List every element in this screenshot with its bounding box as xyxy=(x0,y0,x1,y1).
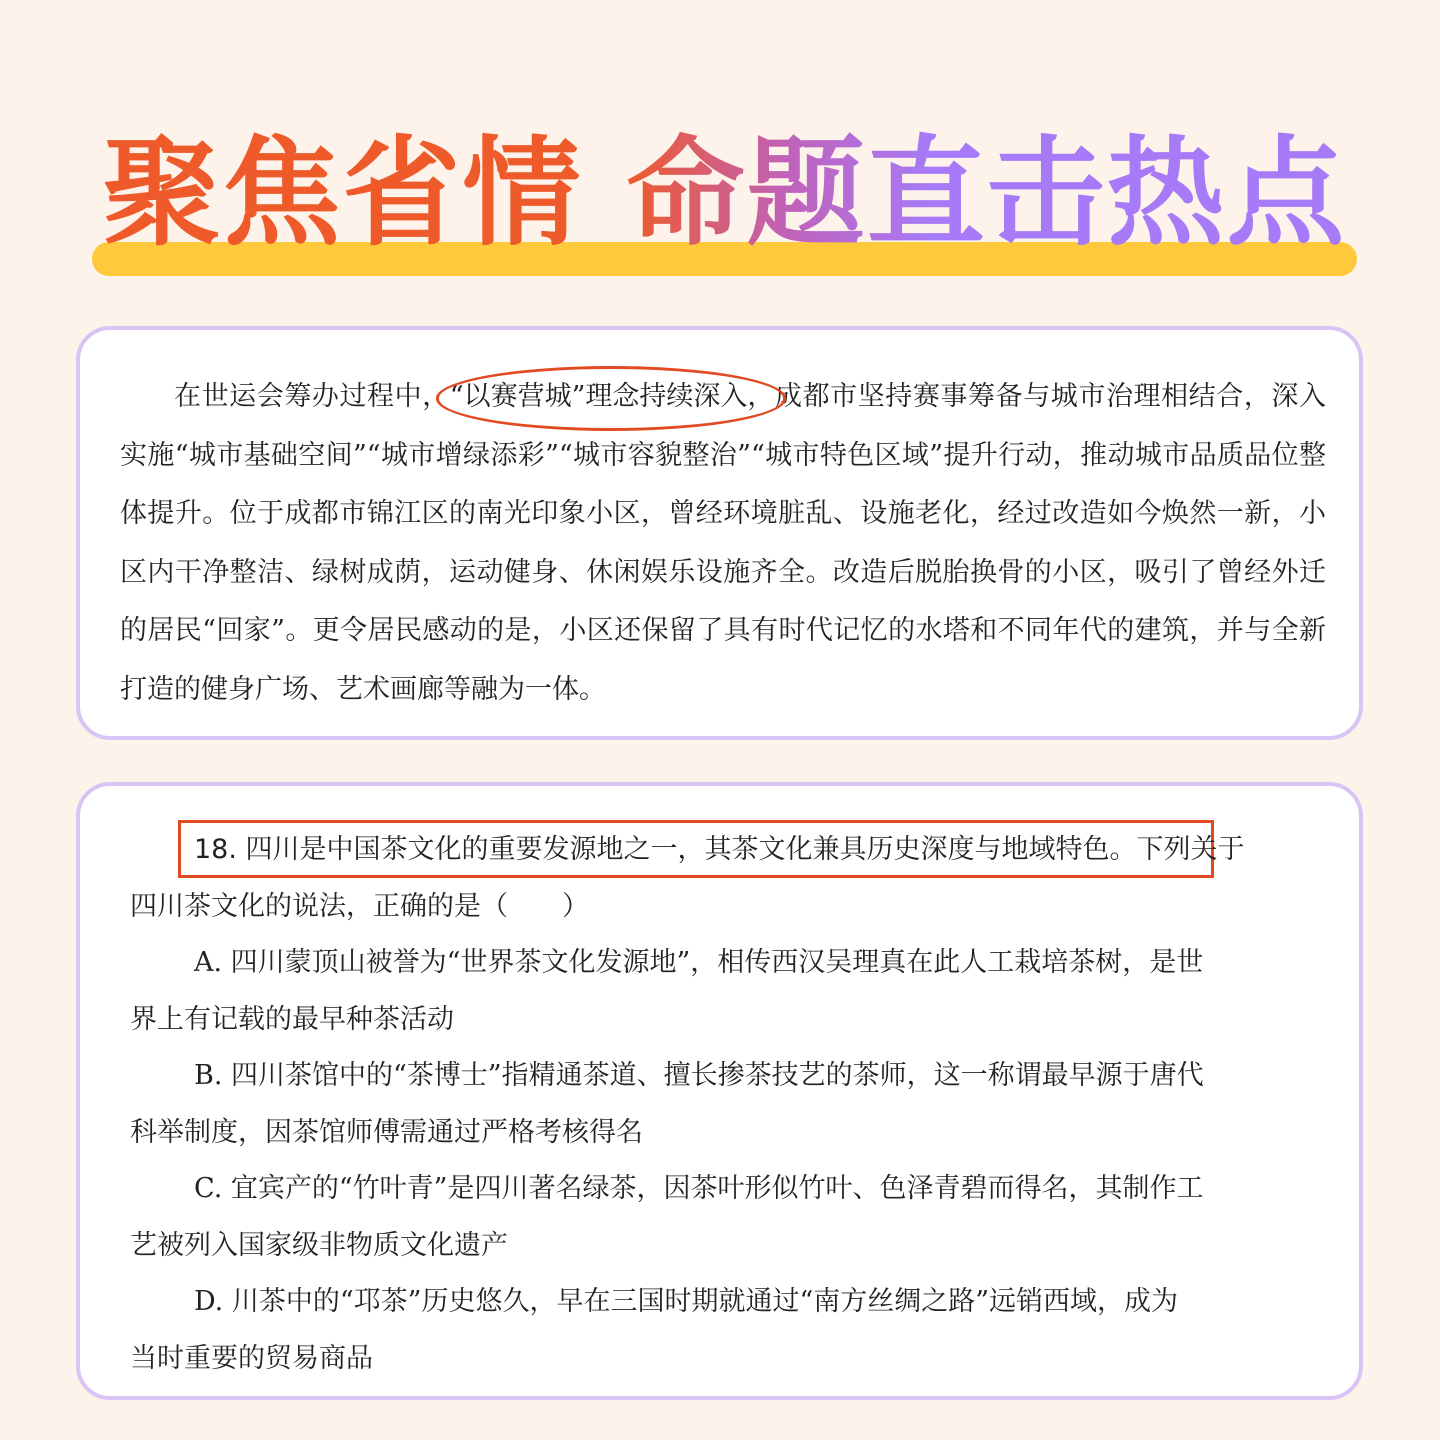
question-number: 18. xyxy=(194,834,237,865)
passage-highlight-circled: “以赛营城”理念持续深入， xyxy=(450,368,775,427)
passage-after: 成都市坚持赛事筹备与城市治理相结合，深入实施“城市基础空间”“城市增绿添彩”“城市容貌整治”“城市特色区域”提升行动，推动城市品质品位整体提升。位于成都市锦江区的南光印象小区，曾经环境脏乱、设施老化，经过改造如今焕然一新，小区内干净整洁、绿树成荫，运动健身、休闲娱乐设施齐全。改造后脱胎换骨的小区，吸引了曾经外迁的居民“回家”。更令居民感动的是，小区还保留了具有时代记忆的水塔和不同年代的建筑，并与全新打造的健身广场、艺术画廊等融为一体。 xyxy=(120,381,1326,705)
page-title xyxy=(92,118,1357,268)
option-d-line2[interactable]: 当时重要的贸易商品 xyxy=(130,1342,373,1374)
option-c-line1[interactable]: C. 宜宾产的“竹叶青”是四川著名绿茶，因茶叶形似竹叶、色泽青碧而得名，其制作工 xyxy=(194,1173,1204,1204)
option-b-line2[interactable]: 科举制度，因茶馆师傅需通过严格考核得名 xyxy=(130,1116,643,1148)
question-stem-highlight: 四川是中国茶文化的重要发源地之一，其茶文化兼具历史深度与地域特色。 xyxy=(245,834,1137,865)
passage-card xyxy=(76,326,1363,740)
title-area xyxy=(92,118,1357,278)
question-block xyxy=(130,822,1320,1387)
option-d-line1[interactable]: D. 川茶中的“邛茶”历史悠久，早在三国时期就通过“南方丝绸之路”远销西域，成为 xyxy=(194,1286,1179,1317)
passage-text xyxy=(120,368,1326,719)
question-card xyxy=(76,782,1363,1400)
question-stem-line1 xyxy=(130,822,1320,879)
passage-before: 在世运会筹办过程中， xyxy=(174,381,450,412)
option-a-line2[interactable]: 界上有记载的最早种茶活动 xyxy=(130,1003,454,1035)
option-c-line2[interactable]: 艺被列入国家级非物质文化遗产 xyxy=(130,1229,508,1261)
title-part-2: 命题直击热点 xyxy=(627,118,1347,268)
question-stem-line2: 四川茶文化的说法，正确的是（ ） xyxy=(130,890,589,922)
title-part-1: 聚焦省情 xyxy=(102,124,583,262)
option-b-line1[interactable]: B. 四川茶馆中的“茶博士”指精通茶道、擅长掺茶技艺的茶师，这一称谓最早源于唐代 xyxy=(194,1060,1204,1091)
question-stem-rest: 下列关于 xyxy=(1136,834,1245,865)
option-a-line1[interactable]: A. 四川蒙顶山被誉为“世界茶文化发源地”，相传西汉吴理真在此人工栽培茶树，是世 xyxy=(194,947,1204,978)
